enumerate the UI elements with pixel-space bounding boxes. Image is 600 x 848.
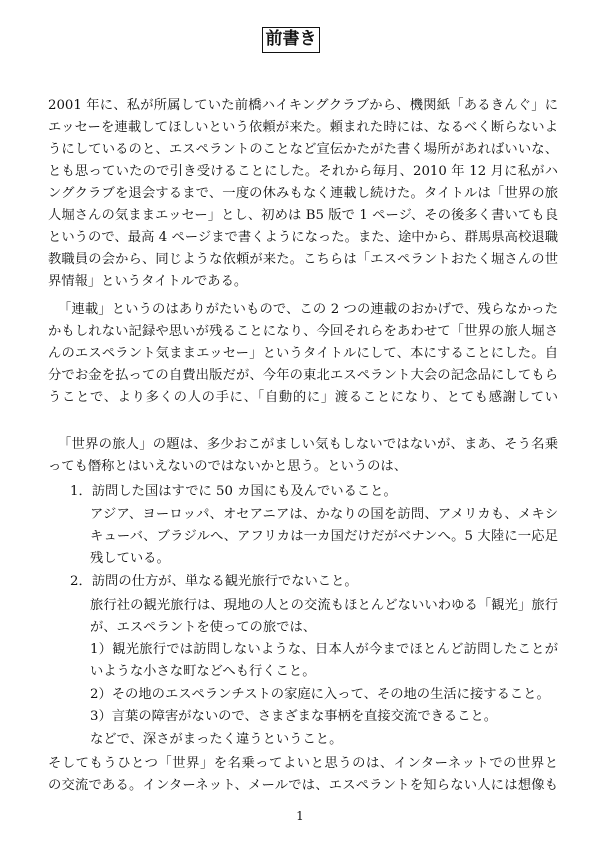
page-title: 前書き [262, 27, 320, 53]
text-line: っても僭称とはいえないのではないかと思う。というのは、 [48, 459, 408, 474]
text-line: 2）その地のエスペランチストの家庭に入って、その地の生活に接すること。 [90, 687, 550, 702]
text-line: などで、深さがまったく違うということ。 [90, 732, 343, 747]
text-line: うことで、より多くの人の手に、「自動的に」渡ることになり、とても感謝してい [48, 390, 558, 405]
text-line: んのエスペラント気ままエッセー」というタイトルにして、本にすることにした。自 [48, 346, 558, 361]
text-line: うにしているのと、エスペラントのことなど宣伝かたがた書く場所があればいいな、 [48, 142, 558, 157]
text-line: かもしれない記録や思いが残ることになり、今回それらをあわせて「世界の旅人堀さ [48, 324, 558, 339]
text-line: とも思っていたので引き受けることにした。それから毎月、2010 年 12 月に私がハ [48, 164, 558, 179]
text-line: が、エスペラントを使っての旅では、 [90, 620, 317, 635]
page-number: 1 [296, 809, 304, 823]
text-line: 「世界の旅人」の題は、多少おこがましい気もしないではないが、まあ、そう名乗 [58, 437, 558, 452]
text-line: キューバ、ブラジルへ、アフリカは一カ国だけだがベナンへ。5 大陸に一応足 [90, 529, 558, 544]
text-line: 「連載」というのはありがたいもので、この 2 つの連載のおかげで、残らなかった [58, 302, 558, 317]
text-line: アジア、ヨーロッパ、オセアニアは、かなりの国を訪問、アメリカも、メキシ [90, 507, 558, 522]
text-line: 旅行社の観光旅行は、現地の人との交流もほとんどないいわゆる「観光」旅行 [90, 598, 558, 613]
text-line: 教職員の会から、同じような依頼が来た。こちらは「エスペラントおたく堀さんの世 [48, 252, 558, 267]
text-line: の交流である。インターネット、メールでは、エスペラントを知らない人には想像も [48, 778, 558, 793]
text-line: エッセーを連載してほしいという依頼が来た。頼まれた時には、なるべく断らないよ [48, 120, 558, 135]
text-line: ングクラブを退会するまで、一度の休みもなく連載し続けた。タイトルは「世界の旅 [48, 186, 558, 201]
text-line: そしてもうひとつ「世界」を名乗ってよいと思うのは、インターネットでの世界と [48, 756, 558, 771]
text-line: 人堀さんの気ままエッセー」とし、初めは B5 版で 1 ページ、その後多く書いても良 [48, 208, 558, 223]
text-line: 3）言葉の障害がないので、さまざまな事柄を直接交流できること。 [90, 709, 498, 724]
text-line: 2．訪問の仕方が、単なる観光旅行でないこと。 [70, 574, 358, 589]
text-line: 分でお金を払っての自費出版だが、今年の東北エスペラント大会の記念品にしてもら [48, 368, 558, 383]
text-line: 界情報」というタイトルである。 [48, 274, 248, 289]
text-line: いような小さな町などへも行くこと。 [90, 664, 316, 679]
text-line: 2001 年に、私が所属していた前橋ハイキングクラブから、機関紙「あるきんぐ」に [48, 98, 558, 113]
text-line: 1）観光旅行では訪問しないような、日本人が今までほとんど訪問したことが [90, 642, 558, 657]
text-line: 1．訪問した国はすでに 50 カ国にも及んでいること。 [70, 484, 397, 499]
text-line: 残している。 [90, 551, 170, 566]
text-line: というので、最高 4 ページまで書くようになった。また、途中から、群馬県高校退職 [48, 230, 558, 245]
